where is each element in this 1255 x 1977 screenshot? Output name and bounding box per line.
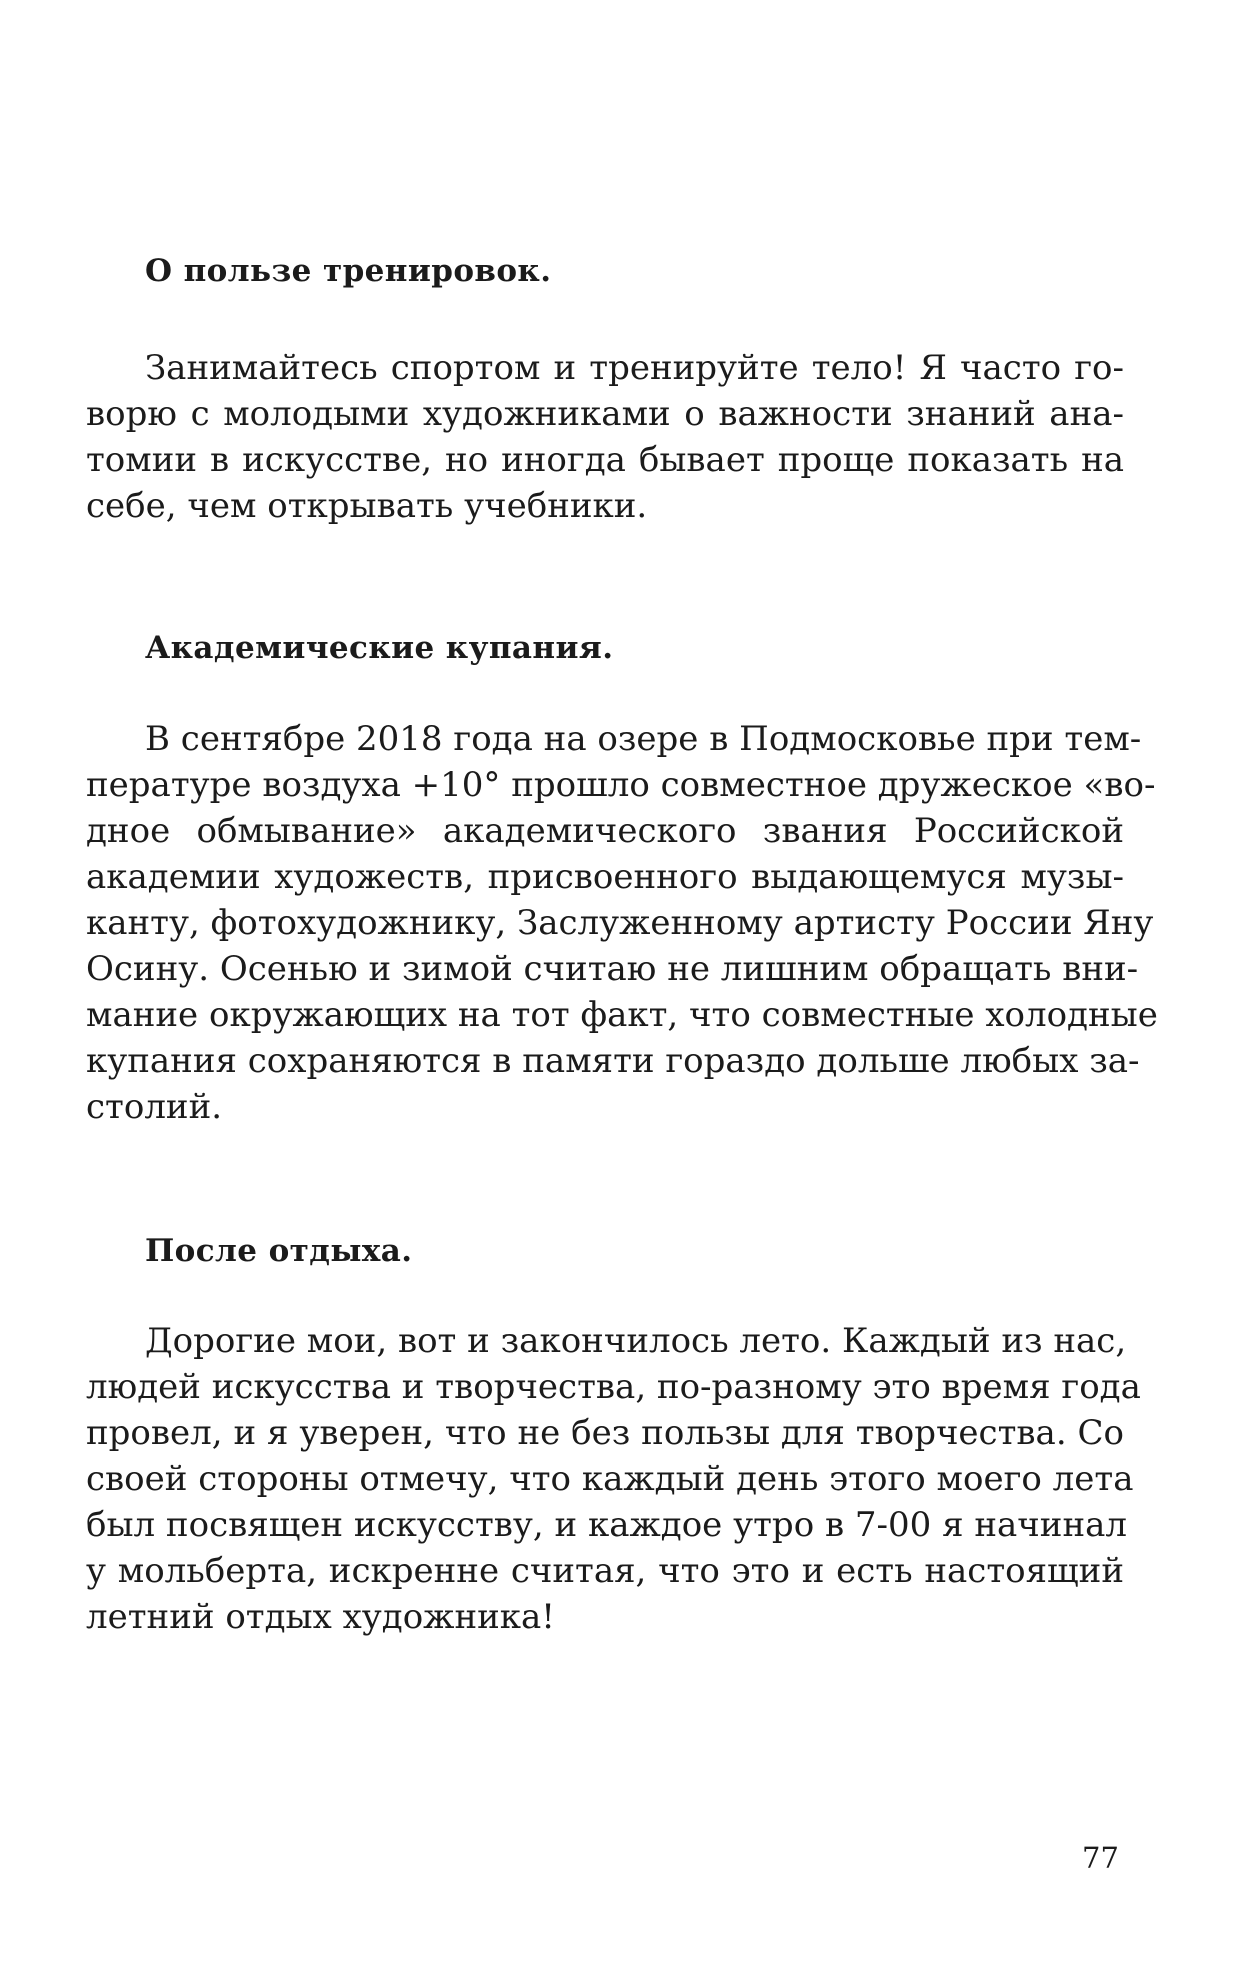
paragraph-training <box>86 345 1124 529</box>
paragraph-line: дное обмывание» академического звания Российской <box>86 811 1124 851</box>
paragraph-line: провел, и я уверен, что не без пользы для творчества. Со <box>86 1413 1124 1453</box>
paragraph-swimming <box>86 716 1158 1130</box>
section-heading-swimming: Академические купания. <box>145 630 614 666</box>
paragraph-line: летний отдых художника! <box>86 1597 555 1637</box>
paragraph-line: пературе воздуха +10° прошло совместное дружеское «во- <box>86 765 1156 805</box>
paragraph-line: у мольберта, искренне считая, что это и есть настоящий <box>86 1551 1124 1591</box>
paragraph-line: канту, фотохудожнику, Заслуженному артисту России Яну <box>86 903 1154 943</box>
paragraph-line: академии художеств, присвоенного выдающемуся музы- <box>86 857 1124 897</box>
paragraph-line: столий. <box>86 1087 223 1127</box>
paragraph-line: мание окружающих на тот факт, что совместные холодные <box>86 995 1158 1035</box>
paragraph-line: своей стороны отмечу, что каждый день этого моего лета <box>86 1459 1134 1499</box>
paragraph-line: Дорогие мои, вот и закончилось лето. Каждый из нас, <box>145 1321 1127 1361</box>
paragraph-line: В сентябре 2018 года на озере в Подмосковье при тем- <box>145 719 1142 759</box>
paragraph-line: себе, чем открывать учебники. <box>86 486 648 526</box>
paragraph-line: был посвящен искусству, и каждое утро в 7-00 я начинал <box>86 1505 1127 1545</box>
section-heading-training: О пользе тренировок. <box>145 253 552 289</box>
paragraph-line: ворю с молодыми художниками о важности знаний ана- <box>86 394 1124 434</box>
paragraph-line: Осину. Осенью и зимой считаю не лишним обращать вни- <box>86 949 1139 989</box>
paragraph-line: людей искусства и творчества, по-разному это время года <box>86 1367 1141 1407</box>
section-heading-after-rest: После отдыха. <box>145 1233 413 1269</box>
paragraph-line: купания сохраняются в памяти гораздо дольше любых за- <box>86 1041 1140 1081</box>
page-number: 77 <box>1082 1841 1119 1875</box>
paragraph-line: томии в искусстве, но иногда бывает проще показать на <box>86 440 1124 480</box>
paragraph-after-rest <box>86 1318 1141 1640</box>
paragraph-line: Занимайтесь спортом и тренируйте тело! Я часто го- <box>145 348 1124 388</box>
